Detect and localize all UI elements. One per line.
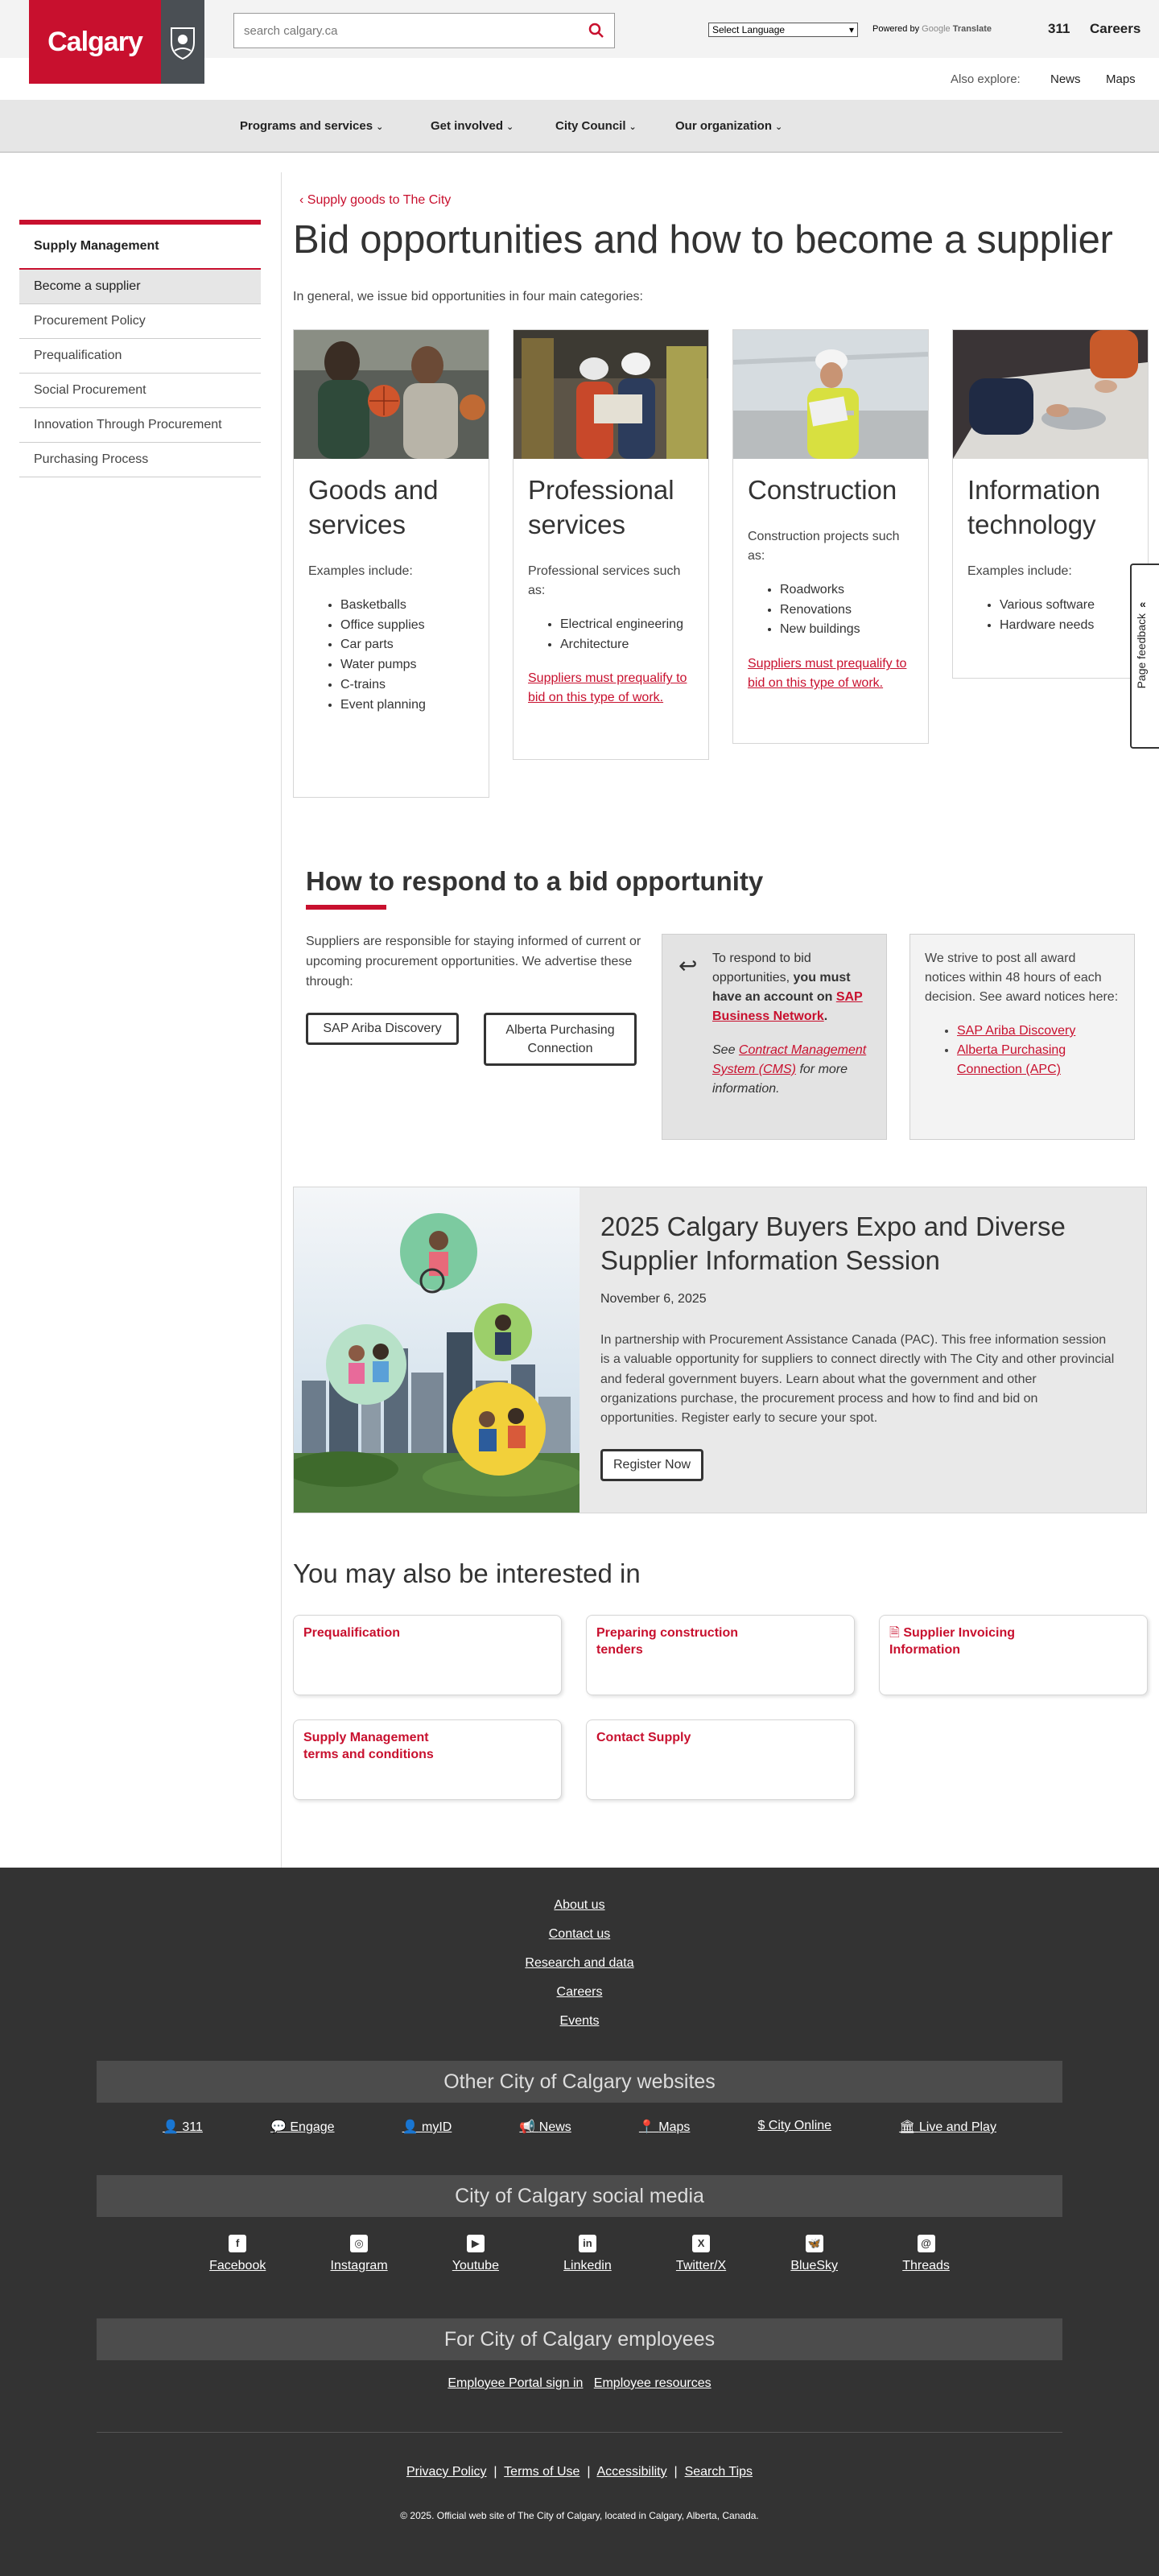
link-careers[interactable]: Careers xyxy=(1090,21,1141,36)
footer-link-research xyxy=(0,1956,1159,1971)
respond-text: Suppliers are responsible for staying informed of current or upcoming procurement opportunities. We advertise these through: xyxy=(306,935,641,989)
link-311[interactable]: 311 xyxy=(1048,21,1070,36)
social-label[interactable]: Threads xyxy=(902,2259,950,2273)
footer-311-link[interactable]: 👤 311 xyxy=(163,2120,203,2134)
social-media-row xyxy=(97,2235,1062,2273)
reply-arrow-icon: ↩ xyxy=(678,953,698,978)
nav-programs-and-services[interactable]: Programs and services ⌄ xyxy=(240,119,384,133)
crest-icon xyxy=(161,0,204,84)
megaphone-icon: 📢 xyxy=(519,2120,539,2134)
main-nav xyxy=(0,100,1159,153)
chevron-down-icon: ⌄ xyxy=(775,122,783,132)
list-item: • Electrical engineering xyxy=(560,615,694,635)
dollar-icon: $ xyxy=(757,2119,769,2132)
account-notice-text: To respond to bid opportunities, you must have an account on SAP Business Network. xyxy=(712,952,863,1023)
sap-business-network-link[interactable]: SAP Business Network xyxy=(712,990,863,1023)
award-links xyxy=(925,1022,1120,1080)
nav-our-organization[interactable]: Our organization ⌄ xyxy=(675,119,783,133)
building-icon: 🏛 xyxy=(899,2120,919,2134)
list-item: • Roadworks xyxy=(780,580,914,601)
social-label[interactable]: Instagram xyxy=(330,2259,388,2273)
page-feedback-label: Page feedback xyxy=(1135,613,1148,689)
sidebar-item-prequalification[interactable]: Prequalification xyxy=(19,339,261,374)
youtube-icon: ▶ xyxy=(467,2235,485,2252)
sidebar-title[interactable]: Supply Management xyxy=(19,225,261,270)
card-title: Construction xyxy=(748,475,897,505)
expo-title: 2025 Calgary Buyers Expo and Diverse Supplier Information Session xyxy=(600,1212,1066,1276)
footer-live-and-play-link[interactable]: 🏛 Live and Play xyxy=(899,2120,996,2134)
facebook-link[interactable] xyxy=(209,2235,266,2273)
chevron-left-icon: ‹ xyxy=(299,193,307,207)
double-chevron-left-icon: « xyxy=(1140,597,1146,610)
chevron-down-icon: ⌄ xyxy=(506,122,514,132)
threads-icon: @ xyxy=(918,2235,935,2252)
nav-city-council[interactable]: City Council ⌄ xyxy=(555,119,637,133)
related-heading: You may also be interested in xyxy=(293,1558,641,1588)
footer-link[interactable]: Research and data xyxy=(525,1956,634,1970)
professional-photo xyxy=(514,330,708,459)
bluesky-icon: 🦋 xyxy=(806,2235,823,2252)
nav-get-involved[interactable]: Get involved ⌄ xyxy=(431,119,514,133)
card-text: Examples include: xyxy=(967,564,1072,578)
list-item: • Event planning xyxy=(340,696,474,716)
footer-link-careers xyxy=(0,1985,1159,2000)
instagram-icon: ◎ xyxy=(350,2235,368,2252)
employee-resources-link[interactable]: Employee resources xyxy=(593,2376,711,2390)
sidebar-item-social-procurement[interactable]: Social Procurement xyxy=(19,374,261,408)
award-notice-text: We strive to post all award notices within 48 hours of each decision. See award notices here: xyxy=(925,952,1119,1004)
category-card-goods xyxy=(293,329,489,798)
award-notice xyxy=(909,934,1135,1140)
social-label[interactable]: Youtube xyxy=(452,2259,499,2273)
social-label[interactable]: BlueSky xyxy=(790,2259,839,2273)
sidebar-item-procurement-policy[interactable]: Procurement Policy xyxy=(19,304,261,339)
language-select[interactable]: Select Language ▾ xyxy=(708,23,858,37)
chevron-down-icon: ⌄ xyxy=(376,122,384,132)
chevron-down-icon: ▾ xyxy=(848,24,854,35)
card-list xyxy=(308,596,474,716)
linkedin-link[interactable] xyxy=(563,2235,612,2273)
breadcrumb[interactable]: ‹ Supply goods to The City xyxy=(299,193,452,207)
related-card-prequalification[interactable]: Prequalification xyxy=(293,1615,562,1695)
footer-myid-link[interactable]: 👤 myID xyxy=(402,2120,452,2134)
prequalify-link[interactable]: Suppliers must prequalify to bid on this type of work. xyxy=(528,671,687,705)
sidebar-item-purchasing-process[interactable]: Purchasing Process xyxy=(19,443,261,477)
register-now-button[interactable]: Register Now xyxy=(600,1449,703,1481)
card-text: Professional services such as: xyxy=(528,564,681,597)
goods-photo xyxy=(294,330,489,459)
footer-link-contact xyxy=(0,1927,1159,1942)
card-title: Professional services xyxy=(528,475,674,539)
search-box[interactable] xyxy=(233,13,615,48)
other-websites-row xyxy=(97,2119,1062,2135)
footer-link-about xyxy=(0,1898,1159,1913)
it-photo xyxy=(953,330,1148,459)
calgary-logo[interactable] xyxy=(29,0,204,84)
chevron-down-icon: ⌄ xyxy=(629,122,637,132)
expo-date: November 6, 2025 xyxy=(600,1292,707,1306)
person-icon: 👤 xyxy=(402,2120,422,2134)
list-item: • Various software xyxy=(1000,596,1133,616)
sidebar-nav xyxy=(19,220,261,477)
construction-photo xyxy=(733,330,928,459)
link-maps[interactable]: Maps xyxy=(1106,72,1136,86)
footer-news-link[interactable]: 📢 News xyxy=(519,2120,571,2134)
award-apc-link[interactable]: Alberta Purchasing Connection (APC) xyxy=(957,1043,1066,1076)
powered-by-google-translate: Powered by Google Translate xyxy=(872,24,992,34)
footer-link-events xyxy=(0,2014,1159,2029)
expo-promo xyxy=(293,1187,1147,1513)
threads-link[interactable] xyxy=(902,2235,950,2273)
employee-portal-link[interactable]: Employee Portal sign in xyxy=(448,2376,584,2390)
related-card-contact-supply[interactable]: Contact Supply xyxy=(586,1719,855,1800)
footer-link[interactable]: Careers xyxy=(556,1985,603,1999)
link-news[interactable]: News xyxy=(1050,72,1081,86)
prequalify-link[interactable]: Suppliers must prequalify to bid on this type of work. xyxy=(748,657,907,691)
category-card-construction xyxy=(732,329,929,744)
footer-city-online-link[interactable]: $ City Online xyxy=(757,2119,832,2132)
bluesky-link[interactable] xyxy=(790,2235,838,2273)
cms-notice-text: See Contract Management System (CMS) for more information. xyxy=(712,1043,867,1096)
list-item: • Hardware needs xyxy=(1000,616,1133,636)
related-card-supplier-invoicing[interactable]: 🗎 Supplier Invoicing Information xyxy=(879,1615,1148,1695)
footer-maps-link[interactable]: 📍 Maps xyxy=(638,2120,691,2134)
heading-underline xyxy=(306,905,386,910)
social-media-heading: City of Calgary social media xyxy=(97,2175,1062,2217)
sidebar-divider xyxy=(281,172,282,1868)
x-icon: X xyxy=(692,2235,710,2252)
sap-ariba-button[interactable]: SAP Ariba Discovery xyxy=(306,1013,459,1045)
social-label[interactable]: Linkedin xyxy=(563,2259,612,2273)
respond-heading: How to respond to a bid opportunity xyxy=(306,866,764,896)
footer xyxy=(0,1868,1159,2576)
person-icon: 👤 xyxy=(163,2120,183,2134)
instagram-link[interactable] xyxy=(331,2235,388,2273)
footer-link[interactable]: Contact us xyxy=(548,1927,611,1941)
related-card-preparing-tenders[interactable]: Preparing construction tenders xyxy=(586,1615,855,1695)
list-item: • New buildings xyxy=(780,620,914,640)
card-list xyxy=(967,596,1133,636)
twitter-x-link[interactable] xyxy=(676,2235,726,2273)
footer-link[interactable]: Events xyxy=(559,2014,600,2028)
facebook-icon: f xyxy=(229,2235,246,2252)
card-text: Construction projects such as: xyxy=(748,529,900,563)
chat-icon: 💬 xyxy=(270,2120,291,2134)
document-icon: 🗎 xyxy=(889,1626,904,1640)
list-item: • Renovations xyxy=(780,601,914,621)
card-text: Examples include: xyxy=(308,564,413,578)
footer-divider xyxy=(97,2432,1062,2433)
other-websites-heading: Other City of Calgary websites xyxy=(97,2061,1062,2103)
cms-link[interactable]: Contract Management System (CMS) xyxy=(712,1043,867,1076)
account-notice xyxy=(662,934,887,1140)
legal-links: Privacy Policy | Terms of Use | Accessibility | Search Tips xyxy=(406,2465,753,2479)
also-explore-label: Also explore: xyxy=(951,72,1021,86)
sidebar-item-innovation-through-procurement[interactable]: Innovation Through Procurement xyxy=(19,408,261,443)
map-pin-icon: 📍 xyxy=(638,2120,659,2134)
employees-heading: For City of Calgary employees xyxy=(97,2318,1062,2360)
card-list xyxy=(748,580,914,640)
accessibility-link[interactable]: Accessibility xyxy=(596,2465,667,2479)
intro-text: In general, we issue bid opportunities in four main categories: xyxy=(293,290,643,303)
list-item: • Car parts xyxy=(340,635,474,655)
privacy-policy-link[interactable]: Privacy Policy xyxy=(406,2465,487,2479)
page-feedback-tab[interactable] xyxy=(1130,564,1159,749)
list-item: • Water pumps xyxy=(340,655,474,675)
search-input[interactable]: search calgary.ca xyxy=(244,23,338,38)
card-list xyxy=(528,615,694,655)
footer-engage-link[interactable]: 💬 Engage xyxy=(270,2120,335,2134)
employee-links xyxy=(0,2376,1159,2391)
linkedin-icon: in xyxy=(579,2235,596,2252)
alberta-purchasing-button[interactable]: Alberta Purchasing Connection xyxy=(484,1013,637,1066)
copyright: © 2025. Official web site of The City of Calgary, located in Calgary, Alberta, Canada. xyxy=(400,2510,759,2521)
search-tips-link[interactable]: Search Tips xyxy=(684,2465,753,2479)
expo-illustration xyxy=(294,1187,580,1513)
sidebar-item-become-a-supplier[interactable]: Become a supplier xyxy=(19,270,261,304)
category-card-it xyxy=(952,329,1149,679)
youtube-link[interactable] xyxy=(452,2235,499,2273)
social-label[interactable]: Facebook xyxy=(209,2259,266,2273)
social-label[interactable]: Twitter/X xyxy=(675,2259,727,2273)
card-title: Information technology xyxy=(967,475,1101,539)
related-card-terms[interactable]: Supply Management terms and conditions xyxy=(293,1719,562,1800)
list-item: • C-trains xyxy=(340,675,474,696)
search-icon[interactable] xyxy=(588,23,604,39)
card-title: Goods and services xyxy=(308,475,439,539)
terms-of-use-link[interactable]: Terms of Use xyxy=(504,2465,580,2479)
category-card-professional xyxy=(513,329,709,760)
list-item: • Office supplies xyxy=(340,616,474,636)
footer-link[interactable]: About us xyxy=(554,1898,605,1912)
logo-wordmark: Calgary xyxy=(29,0,161,84)
list-item: • Basketballs xyxy=(340,596,474,616)
list-item: • Architecture xyxy=(560,635,694,655)
award-sap-ariba-link[interactable]: SAP Ariba Discovery xyxy=(957,1024,1076,1038)
expo-description: In partnership with Procurement Assistance Canada (PAC). This free information session is a valuable opportunity for suppliers to connect directly with The City and other provincial and federal government buyers. Learn about what the government and other organizations purchase, the procurement process and how to find and bid on opportunities. Register early to secure your spot. xyxy=(600,1333,1115,1426)
page-title: Bid opportunities and how to become a supplier xyxy=(293,218,1113,262)
